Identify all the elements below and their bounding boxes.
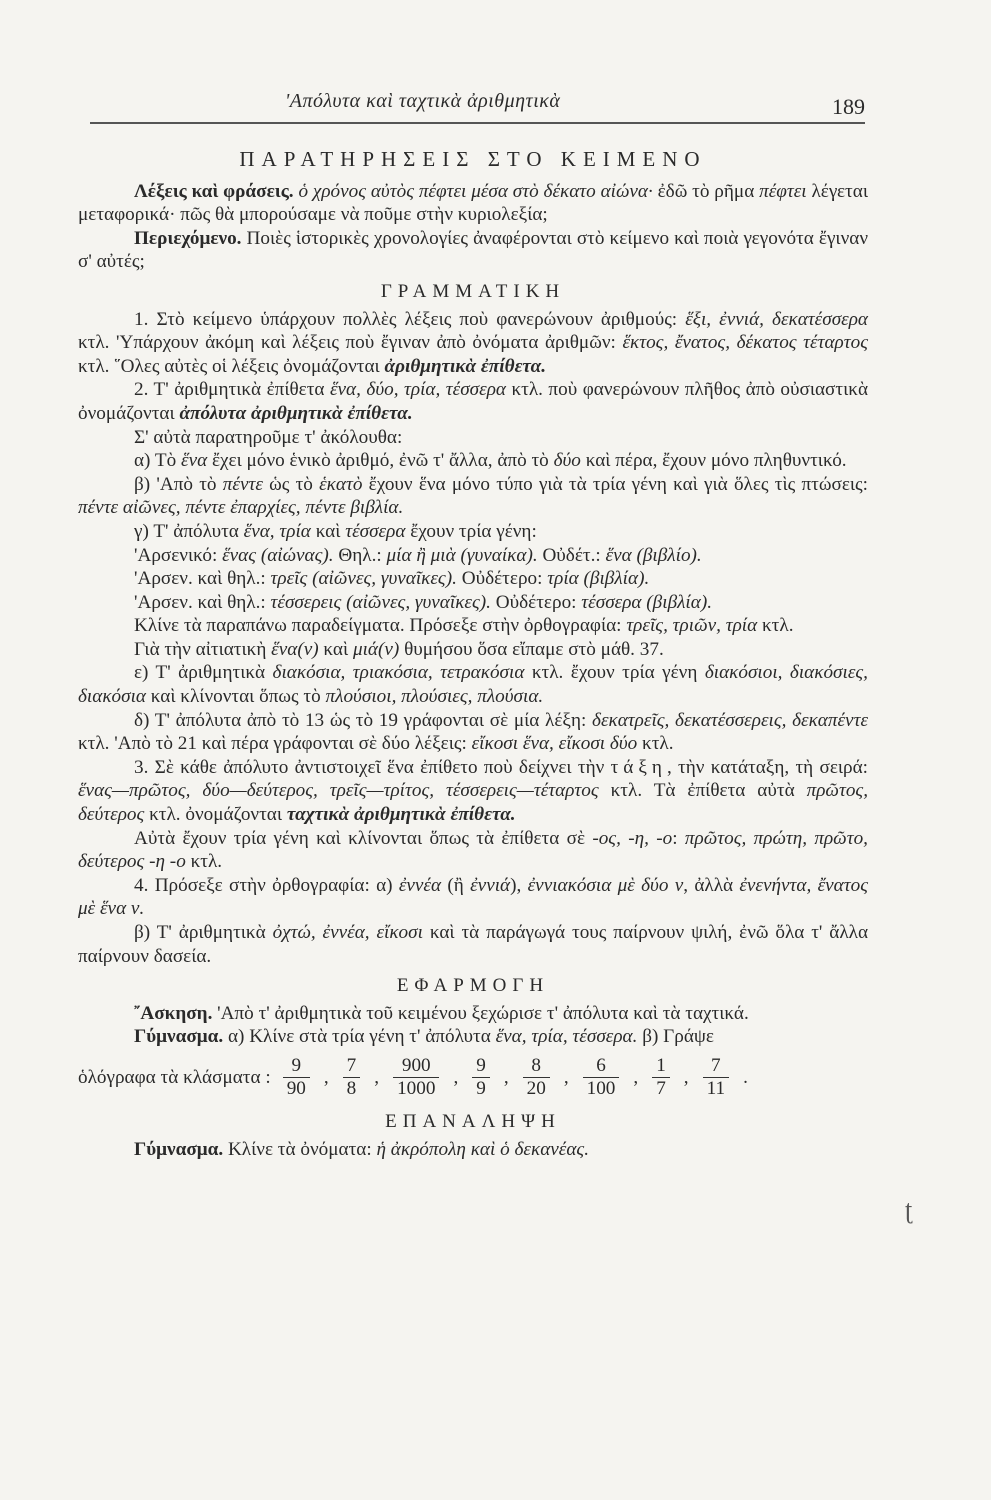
fractions-list [283,1055,748,1100]
section-heading-observations: ΠΑΡΑΤΗΡΗΣΕΙΣ ΣΤΟ ΚΕΙΜΕΝΟ [239,147,707,171]
denominator: 100 [583,1077,620,1100]
denominator: 8 [343,1077,361,1100]
bold-term: ἀπόλυτα ἀριθμητικὰ ἐπίθετα. [179,402,413,424]
separator: , [633,1066,639,1088]
fraction [583,1055,620,1100]
text: κτλ. [185,851,223,873]
grammar-item-2-note: Σ' αὐτὰ παρατηροῦμε τ' ἀκόλουθα: [134,426,403,448]
section-heading-grammar: ΓΡΑΜΜΑΤΙΚΗ [380,280,566,302]
text: Οὐδέτερο: [456,568,548,590]
italic-text: πρῶτος, πρώτη, πρῶτο, δεύτερος -η -ο [78,827,868,873]
italic-text: ἐννιά [470,874,511,896]
label-drill: Γύμνασμα. [134,1138,224,1160]
numerator: 7 [346,1054,357,1076]
fraction [283,1055,310,1100]
denominator: 90 [283,1077,310,1100]
text: κτλ. 'Απὸ τὸ 21 καὶ πέρα γράφονται σὲ δύο λέξεις: [78,733,472,755]
italic-text: τρεῖς (αἰῶνες, γυναῖκες). [270,568,457,590]
label-phrases: Λέξεις καὶ φράσεις. [134,180,294,202]
text: α) Τὸ [134,450,182,472]
text: α) Κλίνε στὰ τρία γένη τ' ἀπόλυτα [223,1026,496,1048]
paragraph-phrases [78,180,868,227]
text: κτλ. [757,615,794,637]
italic-text: μία ἢ μιὰ (γυναίκα). [386,544,538,566]
text: 'Αρσενικό: [134,544,223,566]
italic-text: ἕνα, τρία [243,520,311,542]
accusative-note [78,638,868,662]
italic-text: τέσσερεις (αἰῶνες, γυναῖκες). [270,591,491,613]
italic-text: ὁ χρόνος αὐτὸς πέφτει μέσα στὸ δέκατο αἰώνα· [298,180,653,202]
numerator: 1 [656,1054,666,1076]
grammar-item-4-b [78,921,868,968]
margin-mark: ʈ [905,1195,913,1224]
numerator: 6 [596,1054,606,1076]
italic-text: ἕνα [181,450,208,472]
separator: , [563,1066,569,1088]
label-drill: Γύμνασμα. [134,1026,224,1048]
gender-line-1 [78,544,868,568]
denominator: 7 [652,1077,670,1100]
text: ἔχει μόνο ἑνικὸ ἀριθμό, ἐνῶ τ' ἄλλα, ἀπὸ τὸ [207,450,554,472]
italic-text: -ος, -η, -ο [592,827,673,849]
italic-text: πέφτει [759,180,807,202]
fraction [472,1055,490,1100]
text: θυμήσου ὅσα εἴπαμε στὸ μάθ. 37. [399,638,664,660]
italic-text: πρῶτος, δεύτερος [78,780,868,826]
fractions-line [78,1055,868,1100]
fraction [703,1055,729,1100]
text: Θηλ.: [333,544,387,566]
text: Οὐδέτερο: [490,591,582,613]
fraction [343,1055,361,1100]
italic-text: εἴκοσι ἕνα, εἴκοσι δύο [471,733,638,755]
numerator: 9 [476,1054,486,1076]
section-heading-application: ΕΦΑΡΜΟΓΗ [396,975,550,997]
italic-text: δεκατρεῖς, δεκατέσσερεις, δεκαπέντε [592,709,868,731]
denominator: 20 [523,1077,550,1100]
text: καὶ κλίνονται ὅπως τὸ [146,686,326,708]
italic-text: πέντε [222,473,263,495]
text: 3. Σὲ κάθε ἀπόλυτο ἀντιστοιχεῖ ἕνα ἐπίθετο ποὺ δείχνει τὴν [134,756,611,778]
italic-text: ἐννέα [398,874,442,896]
grammar-subitem-b [78,473,868,520]
italic-text: δύο [553,450,581,472]
text: (ἢ [441,874,471,896]
grammar-subitem-e [78,661,868,708]
text: 'Αρσεν. καὶ θηλ.: [134,591,271,613]
text: καὶ τὰ παράγωγά τους παίρνουν ψιλή, ἐνῶ ὅλα τ' ἄλλα παίρνουν δασεία. [78,922,868,967]
italic-text: διακόσιοι, διακόσιες, διακόσια [78,662,868,708]
grammar-item-4 [78,874,868,921]
text: 'Αρσεν. καὶ θηλ.: [134,568,271,590]
text: κτλ. ῞Ολες αὐτὲς οἱ λέξεις ὀνομάζονται [78,355,385,377]
grammar-subitem-d [78,709,868,756]
fraction [393,1055,439,1100]
text: ἐδῶ τὸ ρῆμα [652,180,760,202]
drill [78,1025,868,1049]
text: 4. Πρόσεξε στὴν ὀρθογραφία: α) [134,874,399,896]
page-content [78,148,868,1161]
italic-text: πέντε αἰῶνες, πέντε ἐπαρχίες, πέντε βιβλία. [78,497,404,519]
italic-text: διακόσια, τριακόσια, τετρακόσια [272,662,525,684]
grammar-item-1 [78,308,868,379]
text: κτλ. 'Υπάρχουν ἀκόμη καὶ λέξεις ποὺ ἔγιναν ἀπὸ ὀνόματα ἀριθμῶν: [78,332,623,354]
denominator: 9 [472,1077,490,1100]
text: κτλ. [637,733,674,755]
page-number: 189 [832,94,865,119]
text: Κλίνε τὰ ὀνόματα: [223,1138,377,1160]
text: καὶ [310,520,346,542]
italic-text: ἐνενήντα, ἔνατος μὲ ἕνα ν. [78,874,868,920]
text: ἔχουν τρία γένη: [405,520,537,542]
text: λέγεται μεταφορικά· πῶς θὰ μπορούσαμε νὰ ποῦμε στὴν κυριολεξία; [78,180,868,226]
running-title: 'Απόλυτα καὶ ταχτικὰ ἀριθμητικὰ [285,90,561,112]
text: καὶ πέρα, ἔχουν μόνο πληθυντικό. [580,450,847,472]
text: καὶ [318,638,353,660]
separator: , [503,1066,509,1088]
numerator: 8 [531,1054,542,1076]
exercise [78,1002,868,1026]
separator: , [453,1066,459,1088]
label-content: Περιεχόμενο. [134,227,242,249]
fraction [523,1055,550,1100]
grammar-subitem-a [78,449,868,473]
denominator: 11 [703,1077,729,1100]
text: β) 'Απὸ τὸ [134,473,223,495]
italic-text: ἑκατὸ [319,473,363,495]
italic-text: ἕνα, δύο, τρία, τέσσερα [329,379,506,401]
grammar-item-3-note [78,827,868,874]
running-head [90,92,865,124]
italic-text: ἕνας (αἰώνας). [222,544,334,566]
italic-text: τέσσερα [345,520,406,542]
text: , ἀλλὰ [683,874,740,896]
bold-term: ἀριθμητικὰ ἐπίθετα. [384,355,547,377]
italic-text: τρία (βιβλία). [547,568,650,590]
text: Γιὰ τὴν αἰτιατικὴ [134,638,272,660]
numerator: 9 [291,1054,302,1076]
denominator: 1000 [393,1077,439,1100]
text: β) Γράψε [637,1026,714,1048]
separator: , [374,1066,380,1088]
text: ὡς τὸ [262,473,320,495]
italic-text: ἐννιακόσια μὲ δύο ν [527,874,684,896]
gender-line-3 [78,591,868,615]
text: κτλ. ὀνομάζονται [144,804,287,826]
italic-text: ἕκτος, ἔνατος, δέκατος τέταρτος [622,332,868,354]
section-heading-review: ΕΠΑΝΑΛΗΨΗ [385,1110,561,1132]
bold-term: ταχτικὰ ἀριθμητικὰ ἐπίθετα. [286,804,516,826]
separator: , [323,1066,329,1088]
text: δ) Τ' ἀπόλυτα ἀπὸ τὸ 13 ὡς τὸ 19 γράφονται σὲ μία λέξη: [134,709,593,731]
italic-text: ἡ ἀκρόπολη καὶ ὁ δεκανέας. [376,1138,589,1160]
fraction [652,1055,670,1100]
text: κτλ. ποὺ φανερώνουν πλῆθος ἀπὸ οὐσιαστικὰ ὀνομάζονται [78,379,868,424]
text: Κλίνε τὰ παραπάνω παραδείγματα. Πρόσεξε στὴν ὀρθογραφία: [134,615,627,637]
text: ε) Τ' ἀριθμητικὰ [134,662,273,684]
text: Αὐτὰ ἔχουν τρία γένη καὶ κλίνονται ὅπως τὰ ἐπίθετα σὲ [134,827,593,849]
italic-text: πλούσιοι, πλούσιες, πλούσια. [325,686,544,708]
italic-text: ἕξι, ἐννιά, δεκατέσσερα [685,308,868,330]
numerator: 900 [401,1054,431,1076]
text: Ποιὲς ἱστορικὲς χρονολογίες ἀναφέρονται στὸ κείμενο καὶ ποιὰ γεγονότα ἔγιναν σ' αὐτές; [78,227,868,273]
italic-text: ἕνα, τρία, τέσσερα. [495,1026,638,1048]
text: κτλ. Τὰ ἐπίθετα αὐτὰ [598,780,807,802]
paragraph-content [78,227,868,274]
italic-text: ἕνα(ν) [271,638,319,660]
text: β) Τ' ἀριθμητικὰ [134,922,273,943]
gender-line-2 [78,567,868,591]
label-exercise: ῎Ασκηση. [134,1002,213,1024]
italic-text: ἕνα (βιβλίο). [605,544,702,566]
italic-text: τρεῖς, τριῶν, τρία [626,615,758,637]
grammar-item-2 [78,378,868,425]
italic-text: μιά(ν) [352,638,400,660]
fractions-label: ὁλόγραφα τὰ κλάσματα : [78,1066,271,1088]
italic-text: ἕνας—πρῶτος, δύο—δεύτερος, τρεῖς—τρίτος, τέσσερεις—τέταρτος [78,780,599,802]
numerator: 7 [711,1054,721,1076]
text: Οὐδέτ.: [537,544,606,566]
grammar-subitem-c [78,520,868,544]
text: 1. Στὸ κείμενο ὑπάρχουν πολλὲς λέξεις ποὺ φανερώνουν ἀριθμούς: [134,308,686,330]
grammar-item-3 [78,756,868,827]
text: γ) Τ' ἀπόλυτα [134,520,244,542]
text: 2. Τ' ἀριθμητικὰ ἐπίθετα [134,379,330,401]
italic-text: ὀχτώ, ἐννέα, εἴκοσι [272,922,423,943]
separator: , [683,1066,689,1088]
decline-note [78,614,868,638]
text: ), [510,874,528,896]
text: : [672,827,685,849]
italic-text: τέσσερα (βιβλία). [581,591,713,613]
text: , τὴν κατάταξη, τὴ σειρά: [666,756,869,778]
text: 'Απὸ τ' ἀριθμητικὰ τοῦ κειμένου ξεχώρισε τ' ἀπόλυτα καὶ τὰ ταχτικά. [212,1002,749,1024]
text: κτλ. ἔχουν τρία γένη [524,662,705,684]
review-drill [78,1138,868,1162]
text: ἔχουν ἕνα μόνο τύπο γιὰ τὰ τρία γένη καὶ γιὰ ὅλες τὶς πτώσεις: [362,473,868,495]
spaced-word: τάξη [610,756,667,778]
separator: . [743,1066,748,1088]
